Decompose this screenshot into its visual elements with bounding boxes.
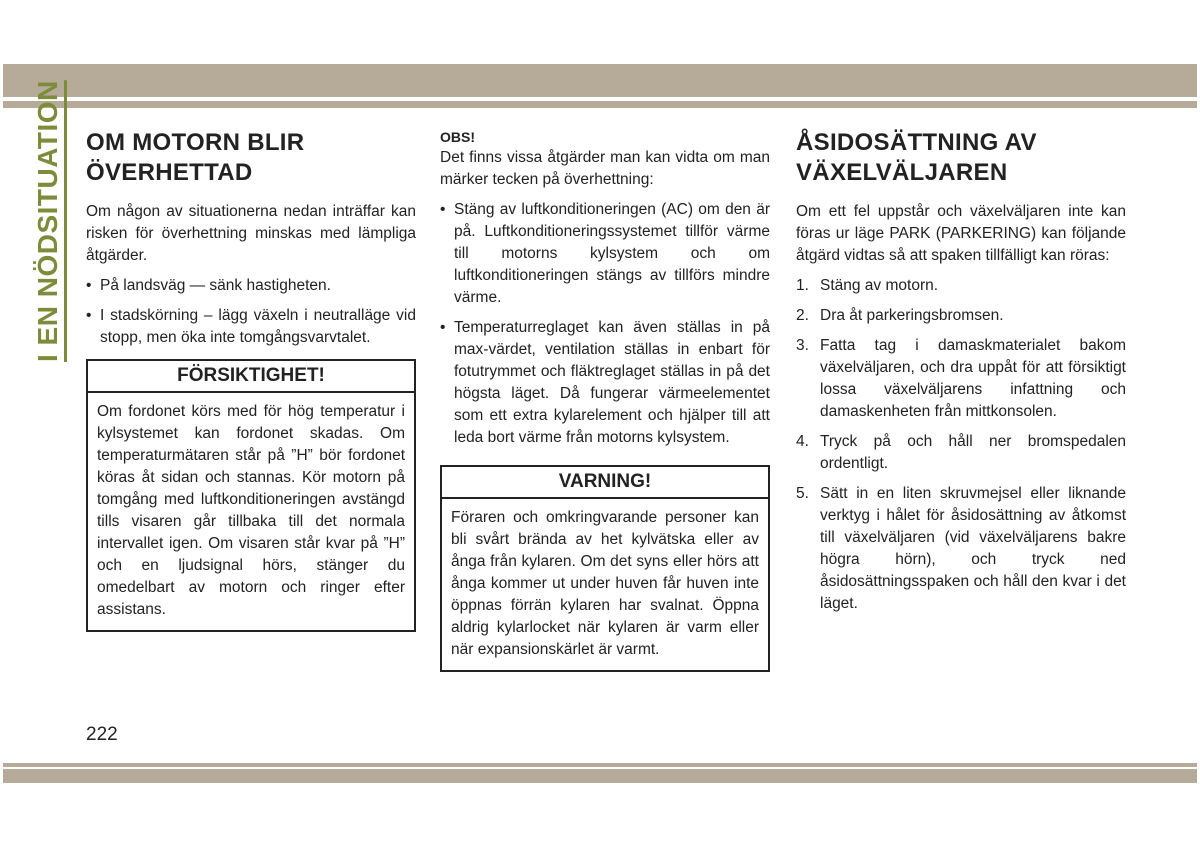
caution-title: FÖRSIKTIGHET! bbox=[88, 361, 414, 393]
shift-override-steps bbox=[796, 275, 1126, 615]
intro-shift-override: Om ett fel uppstår och växelväljaren inte kan föras ur läge PARK (PARKERING) kan följande åtgärd vidtas så att spaken tillfälligt kan röras: bbox=[796, 203, 1126, 264]
step-text: Dra åt parkeringsbromsen. bbox=[820, 307, 1004, 324]
header-band bbox=[3, 64, 1197, 97]
step-number: 4. bbox=[796, 433, 809, 450]
list-item bbox=[796, 275, 1126, 297]
footer-band bbox=[3, 769, 1197, 783]
warning-box bbox=[440, 465, 770, 672]
page-number: 222 bbox=[86, 724, 118, 745]
list-item: • På landsväg — sänk hastigheten. bbox=[86, 275, 416, 297]
heading-overheating: OM MOTORN BLIR ÖVERHETTAD bbox=[86, 129, 305, 186]
step-number: 5. bbox=[796, 485, 809, 502]
column-overheating bbox=[86, 128, 416, 632]
warning-text: Föraren och omkringvarande personer kan bli svårt brända av het kylvätska eller av ånga från kylaren. Om det syns eller hörs att ånga kommer ut under huven får huven inte öppnas förrän kylaren har svalnat. Öppna aldrig kylarlocket när kylaren är varm eller när expansionskärlet är varmt. bbox=[451, 509, 759, 658]
list-item bbox=[796, 483, 1126, 615]
column-shift-override bbox=[796, 128, 1126, 623]
caution-box bbox=[86, 359, 416, 632]
intro-overheating: Om någon av situationerna nedan inträffar kan risken för överhettning minskas med lämpliga åtgärder. bbox=[86, 203, 416, 264]
step-number: 1. bbox=[796, 277, 809, 294]
column-note bbox=[440, 128, 770, 672]
note-bullet-list bbox=[440, 199, 770, 449]
step-text: Tryck på och håll ner bromspedalen ordentligt. bbox=[820, 433, 1126, 472]
step-text: Fatta tag i damaskmaterialet bakom växelväljaren, och dra uppåt för att försiktigt lossa växelväljarens infattning och damaskenheten från mittkonsolen. bbox=[820, 337, 1126, 420]
list-item: • Stäng av luftkonditioneringen (AC) om den är på. Luftkonditioneringssystemet tillför värme till motorns kylsystem och om luftkonditioneringen stängs av tillförs mindre värme. bbox=[440, 199, 770, 309]
heading-shift-override: ÅSIDOSÄTTNING AV VÄXELVÄLJAREN bbox=[796, 129, 1037, 186]
overheating-bullet-list bbox=[86, 275, 416, 349]
list-item: • I stadskörning – lägg växeln i neutralläge vid stopp, men öka inte tomgångsvarvtalet. bbox=[86, 305, 416, 349]
note-label: OBS! bbox=[440, 129, 475, 145]
list-item bbox=[796, 335, 1126, 423]
step-number: 3. bbox=[796, 337, 809, 354]
header-rule bbox=[3, 101, 1197, 108]
warning-title: VARNING! bbox=[442, 467, 768, 499]
section-side-label: I EN NÖDSITUATION bbox=[32, 80, 63, 362]
step-text: Sätt in en liten skruvmejsel eller liknande verktyg i hålet för åsidosättning av åtkomst till växelväljaren (vid växelväljarens bakre högra hörn), och tryck ned åsidosättningsspaken och håll den kvar i det läget. bbox=[820, 485, 1126, 612]
step-number: 2. bbox=[796, 307, 809, 324]
list-item: • Temperaturreglaget kan även ställas in på max-värdet, ventilation ställas in enbart för fotutrymmet och fläktreglaget ställas in på det högsta läget. Då fungerar värmeelementet som ett extra kylarelement och hjälper till att leda bort värme från motorns kylsystem. bbox=[440, 317, 770, 449]
list-item bbox=[796, 431, 1126, 475]
step-text: Stäng av motorn. bbox=[820, 277, 939, 294]
footer-rule bbox=[3, 763, 1197, 767]
note-intro: Det finns vissa åtgärder man kan vidta om man märker tecken på överhettning: bbox=[440, 149, 770, 188]
caution-text: Om fordonet körs med för hög temperatur i kylsystemet kan fordonet skadas. Om temperaturmätaren står på ”H” bör fordonet köras åt sidan och stannas. Kör motorn på tomgång med luftkonditioneringen avstängd tills visaren går tillbaka till det normala intervallet igen. Om visaren står kvar på ”H” och en ljudsignal hörs, stänger du omedelbart av motorn och ringer efter assistans. bbox=[97, 403, 405, 618]
list-item bbox=[796, 305, 1126, 327]
